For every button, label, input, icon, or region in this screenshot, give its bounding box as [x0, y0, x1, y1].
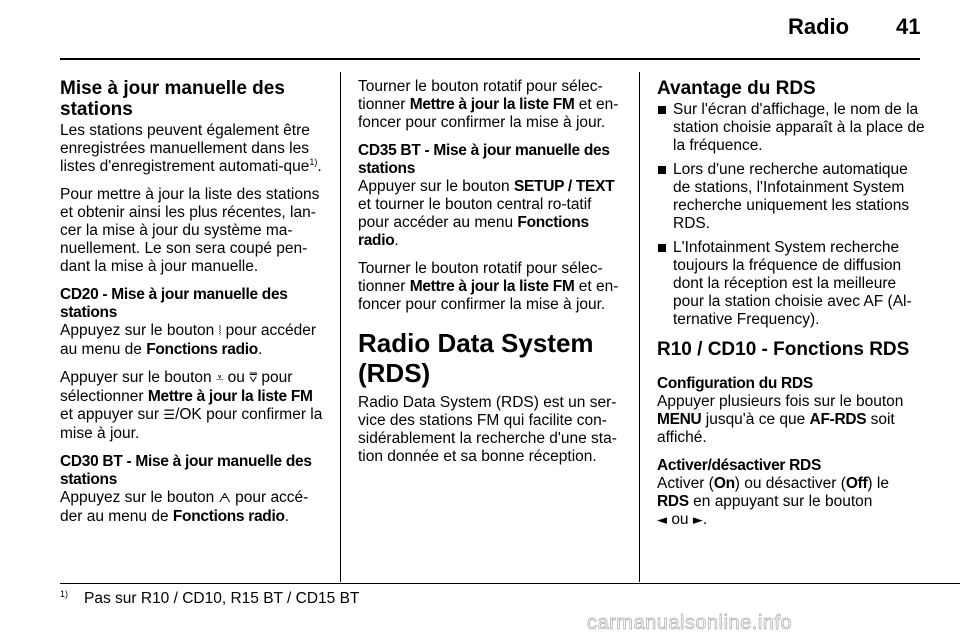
column-divider-2: [639, 72, 640, 582]
cd30-heading: CD30 BT - Mise à jour manuelle des stations: [60, 453, 312, 488]
activate-heading: Activer/désactiver RDS: [657, 457, 821, 474]
cd30-paragraph-1: Appuyez sur le bouton ᗅ pour accé-der au menu de Fonctions radio.: [60, 489, 309, 525]
list-item: L'Infotainment System recherche toujours la fréquence de diffusion dont la réception est la meilleure pour la station choisie avec AF (Al-ternative Frequency).: [657, 239, 925, 329]
fm-am-icon: ᗅ: [218, 491, 231, 506]
page-number: 41: [896, 14, 921, 39]
footnote-divider: [60, 583, 960, 584]
rds-heading: Radio Data System (RDS): [358, 328, 594, 388]
arrow-left-icon: ◄: [657, 513, 667, 528]
list-item: Lors d'une recherche automatique de stations, l'Infotainment System recherche uniquement les stations RDS.: [657, 161, 925, 233]
paragraph-intro: Les stations peuvent également être enregistrées manuellement dans les listes d'enregistrement automati-que$^{1)}$.: [60, 122, 322, 175]
config-paragraph: Appuyer plusieurs fois sur le bouton MENU jusqu'à ce que AF-RDS soit affiché.: [657, 393, 904, 446]
config-heading: Configuration du RDS: [657, 375, 813, 392]
cd35-paragraph-1: Appuyer sur le bouton SETUP / TEXT et tourner le bouton central ro-tatif pour accéder au menu Fonctions radio.: [358, 178, 615, 249]
cd35-heading: CD35 BT - Mise à jour manuelle des stations: [358, 142, 610, 177]
cd20-paragraph-1: Appuyez sur le bouton ⦚ pour accéder au menu de Fonctions radio.: [60, 322, 317, 358]
cd20-heading: CD20 - Mise à jour manuelle des stations: [60, 286, 288, 321]
footnote-mark: 1): [60, 588, 69, 599]
footnote-text: Pas sur R10 / CD10, R15 BT / CD15 BT: [84, 590, 360, 607]
column-divider-1: [340, 72, 341, 582]
paragraph-intro-text: Les stations peuvent également être enregistrées manuellement dans les listes d'enregistrement automati-que: [60, 122, 310, 175]
cd35-paragraph-2: Tourner le bouton rotatif pour sélec-tionner Mettre à jour la liste FM et en-foncer pour confirmer la mise à jour.: [358, 260, 619, 313]
radio-button-icon: ⦚: [218, 324, 222, 339]
seek-down-icon: ⩡: [215, 371, 224, 386]
column-1: [60, 78, 328, 536]
footnote-ref: 1): [309, 156, 318, 167]
bullet-square-icon: [658, 166, 666, 174]
r10-heading: R10 / CD10 - Fonctions RDS: [657, 339, 910, 360]
section-heading-manual-update: Mise à jour manuelle des stations: [60, 78, 285, 120]
column-2: [358, 78, 626, 476]
activate-paragraph: Activer (On) ou désactiver (Off) le RDS en appuyant sur le bouton ◄ ou ►.: [657, 475, 889, 528]
footnote: [60, 590, 359, 608]
cd30-paragraph-2: Tourner le bouton rotatif pour sélec-tionner Mettre à jour la liste FM et en-foncer pour confirmer la mise à jour.: [358, 78, 619, 131]
header-divider: [60, 58, 920, 60]
rds-advantage-list: [657, 101, 925, 329]
rds-advantage-heading: Avantage du RDS: [657, 78, 816, 99]
column-3: [657, 78, 925, 540]
cd20-paragraph-2: Appuyer sur le bouton ⩡ ou ⩢ pour sélectionner Mettre à jour la liste FM et appuyer sur ☰/OK pour confirmer la mise à jour.: [60, 369, 323, 442]
bullet-square-icon: [658, 244, 666, 252]
arrow-right-icon: ►: [692, 513, 703, 528]
seek-up-icon: ⩢: [249, 371, 258, 386]
bullet-square-icon: [658, 106, 666, 114]
menu-icon: ☰: [163, 408, 176, 423]
paragraph-update-info: Pour mettre à jour la liste des stations et obtenir ainsi les plus récentes, lan-cer la mise à jour du système ma-nuellement. Le son sera coupé pen-dant la mise à jour manuelle.: [60, 186, 320, 275]
watermark: carmanualsonline.info: [587, 612, 793, 634]
page-header-title: Radio: [788, 14, 850, 39]
list-item: Sur l'écran d'affichage, le nom de la station choisie apparaît à la place de la fréquence.: [657, 101, 925, 155]
rds-paragraph: Radio Data System (RDS) est un ser-vice des stations FM qui facilite con-sidérablement la recherche d'une sta-tion donnée et sa bonne réception.: [358, 394, 617, 465]
